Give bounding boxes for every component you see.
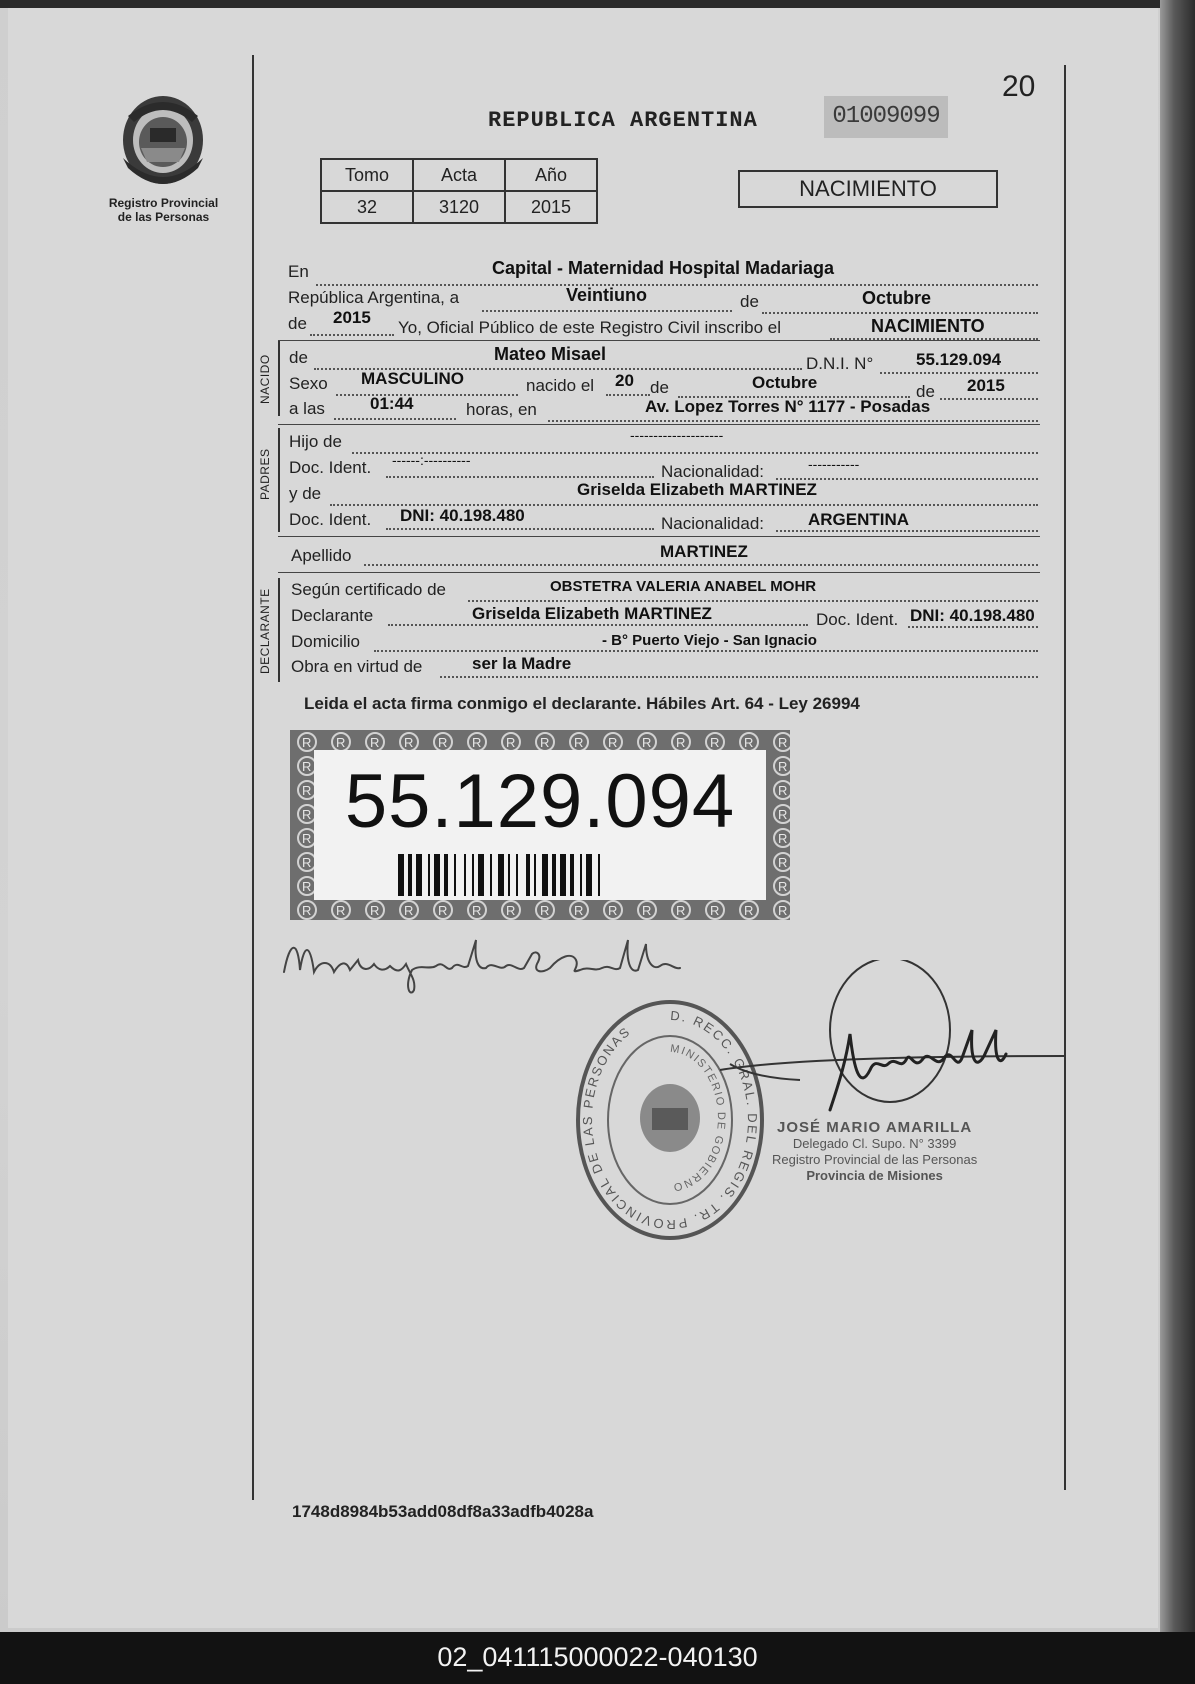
- birth-month-value: Octubre: [752, 373, 818, 392]
- label-de: de: [289, 348, 308, 367]
- scan-footer-code: 02_041115000022-040130: [437, 1642, 758, 1672]
- intro-year-value: 2015: [333, 308, 371, 327]
- tomo-acta-ano-table: [320, 158, 598, 224]
- dotted-line: [440, 676, 1038, 678]
- left-margin-rule: [252, 55, 254, 1500]
- barcode-bar: [490, 854, 492, 896]
- label-horas-en: horas, en: [466, 400, 537, 419]
- table-header-tomo: Tomo: [321, 159, 413, 191]
- seal-caption-line2: de las Personas: [117, 210, 210, 224]
- father-doc-value: ------:----------: [392, 452, 471, 468]
- label-de: de: [740, 292, 759, 311]
- dotted-line: [388, 624, 808, 626]
- label-doc-ident: Doc. Ident.: [289, 458, 372, 477]
- closing-statement: Leida el acta firma conmigo el declarante. Hábiles Art. 64 - Ley 26994: [304, 694, 860, 713]
- barcode-bar: [534, 854, 536, 896]
- declarant-name-value: Griselda Elizabeth MARTINEZ: [472, 604, 712, 623]
- barcode-bar: [464, 854, 466, 896]
- label-obra-en-virtud: Obra en virtud de: [291, 657, 423, 676]
- barcode-bar: [416, 854, 422, 896]
- stamp-inner-text: MINISTERIO DE GOBIERNO: [669, 1042, 728, 1194]
- officer-organization: Registro Provincial de las Personas: [772, 1152, 978, 1167]
- surname-value: MARTINEZ: [660, 542, 748, 561]
- barcode-bar: [498, 854, 504, 896]
- seal-caption-line1: Registro Provincial: [108, 196, 219, 210]
- sexo-value: MASCULINO: [361, 369, 464, 388]
- stamp-ring-text: D. RECC. GRAL. DEL REGIS. TR. PROVINCIAL DE LAS PERSONAS: [579, 1007, 760, 1233]
- serial-number-stamp: 01009099: [824, 96, 948, 138]
- officer-name: JOSÉ MARIO AMARILLA: [777, 1119, 973, 1136]
- barcode-bar: [586, 854, 592, 896]
- section-divider: [278, 536, 1040, 537]
- section-bar: [278, 428, 280, 532]
- label-sexo: Sexo: [289, 374, 328, 393]
- dotted-line: [316, 284, 1038, 286]
- officer-role: Delegado Cl. Supo. N° 3399: [792, 1136, 957, 1151]
- dotted-line: [364, 564, 1038, 566]
- dotted-line: [386, 476, 654, 478]
- label-hijo-de: Hijo de: [289, 432, 342, 451]
- label-doc-ident: Doc. Ident.: [289, 510, 372, 529]
- dotted-line: [336, 394, 518, 396]
- father-value: --------------------: [630, 427, 724, 443]
- label-de: de: [916, 382, 935, 401]
- right-margin-rule: [1064, 65, 1066, 1490]
- section-bar: [278, 340, 280, 416]
- label-nacionalidad: Nacionalidad:: [661, 514, 765, 533]
- dotted-line: [776, 530, 1038, 532]
- event-value: NACIMIENTO: [871, 316, 985, 336]
- section-label-padres: PADRES: [258, 448, 272, 500]
- table-header-ano: Año: [505, 159, 597, 191]
- section-divider: [278, 572, 1040, 573]
- page-edge-shadow: [1160, 0, 1195, 1632]
- place-value: Capital - Maternidad Hospital Madariaga: [492, 258, 835, 278]
- barcode-bar: [408, 854, 412, 896]
- label-en: En: [288, 262, 309, 281]
- child-dni-value: 55.129.094: [916, 350, 1002, 369]
- barcode-bar: [580, 854, 582, 896]
- dotted-line: [334, 418, 456, 420]
- statement-text: Yo, Oficial Público de este Registro Civil inscribo el: [398, 318, 781, 337]
- dotted-line: [468, 600, 1038, 602]
- dotted-line: [762, 312, 1038, 314]
- label-de: de: [650, 378, 669, 397]
- barcode-bar: [508, 854, 510, 896]
- father-nationality-value: -----------: [808, 456, 860, 472]
- provincial-seal-icon: [108, 88, 218, 196]
- barcode-bar: [526, 854, 530, 896]
- section-divider: [278, 424, 1040, 425]
- obra-value: ser la Madre: [472, 654, 572, 673]
- child-name-value: Mateo Misael: [494, 344, 607, 364]
- dotted-line: [606, 394, 650, 396]
- label-y-de: y de: [289, 484, 322, 503]
- document-title: REPUBLICA ARGENTINA: [488, 108, 758, 133]
- officer-province: Provincia de Misiones: [806, 1168, 943, 1183]
- barcode-bar: [398, 854, 404, 896]
- barcode-bar: [478, 854, 484, 896]
- label-segun-certificado: Según certificado de: [291, 580, 446, 599]
- barcode-bar: [444, 854, 448, 896]
- barcode-bar: [598, 854, 600, 896]
- section-label-declarante: DECLARANTE: [258, 588, 272, 674]
- barcode-bar: [454, 854, 456, 896]
- barcode-bar: [560, 854, 566, 896]
- dotted-line: [386, 528, 654, 530]
- certificate-value: OBSTETRA VALERIA ANABEL MOHR: [550, 578, 817, 595]
- section-bar: [278, 578, 280, 682]
- record-type-box: NACIMIENTO: [738, 170, 998, 208]
- month-text-value: Octubre: [862, 288, 932, 308]
- birth-day-value: 20: [615, 371, 634, 390]
- dotted-line: [908, 626, 1038, 628]
- provincial-seal: [108, 88, 218, 201]
- birth-time-value: 01:44: [370, 394, 414, 413]
- dotted-line: [940, 398, 1038, 400]
- label-apellido: Apellido: [291, 546, 352, 565]
- label-a-las: a las: [289, 399, 325, 418]
- section-label-nacido: NACIDO: [258, 354, 272, 404]
- page-number: 20: [1002, 70, 1036, 103]
- table-header-acta: Acta: [413, 159, 505, 191]
- label-de: de: [288, 314, 307, 333]
- label-domicilio: Domicilio: [291, 632, 360, 651]
- barcode-bar: [570, 854, 574, 896]
- label-republica: República Argentina, a: [288, 288, 460, 307]
- table-value-acta: 3120: [413, 191, 505, 223]
- label-nacionalidad: Nacionalidad:: [661, 462, 765, 481]
- officer-stamp-text: [772, 1120, 977, 1184]
- official-signature: [700, 960, 1070, 1130]
- label-dni: D.N.I. N°: [806, 354, 874, 373]
- barcode-bar: [472, 854, 474, 896]
- birth-address-value: Av. Lopez Torres N° 1177 - Posadas: [645, 397, 931, 416]
- dotted-line: [482, 310, 732, 312]
- barcode-bar: [434, 854, 440, 896]
- dni-sticker-label: [314, 750, 766, 900]
- mother-doc-value: DNI: 40.198.480: [400, 506, 525, 525]
- section-divider: [278, 340, 1040, 341]
- dotted-line: [548, 420, 1038, 422]
- domicile-value: - B° Puerto Viejo - San Ignacio: [602, 632, 817, 649]
- birth-year-value: 2015: [967, 376, 1005, 395]
- barcode-bar: [428, 854, 430, 896]
- dotted-line: [310, 334, 394, 336]
- day-text-value: Veintiuno: [566, 285, 647, 305]
- document-hash: 1748d8984b53add08df8a33adfb4028a: [292, 1502, 594, 1521]
- label-nacido-el: nacido el: [526, 376, 595, 395]
- table-value-tomo: 32: [321, 191, 413, 223]
- mother-nationality-value: ARGENTINA: [808, 510, 910, 529]
- label-declarante: Declarante: [291, 606, 374, 625]
- barcode-bar: [552, 854, 556, 896]
- label-doc-ident: Doc. Ident.: [816, 610, 899, 629]
- mother-name-value: Griselda Elizabeth MARTINEZ: [577, 480, 817, 499]
- dni-sticker-number: 55.129.094: [344, 759, 736, 844]
- barcode-bar: [516, 854, 518, 896]
- barcode-bar: [542, 854, 548, 896]
- dni-sticker: [290, 730, 790, 920]
- barcode-icon: [398, 854, 682, 896]
- dotted-line: [880, 372, 1038, 374]
- table-value-ano: 2015: [505, 191, 597, 223]
- declarant-doc-value: DNI: 40.198.480: [910, 606, 1035, 625]
- seal-caption: [96, 196, 231, 224]
- dotted-line: [374, 650, 1038, 652]
